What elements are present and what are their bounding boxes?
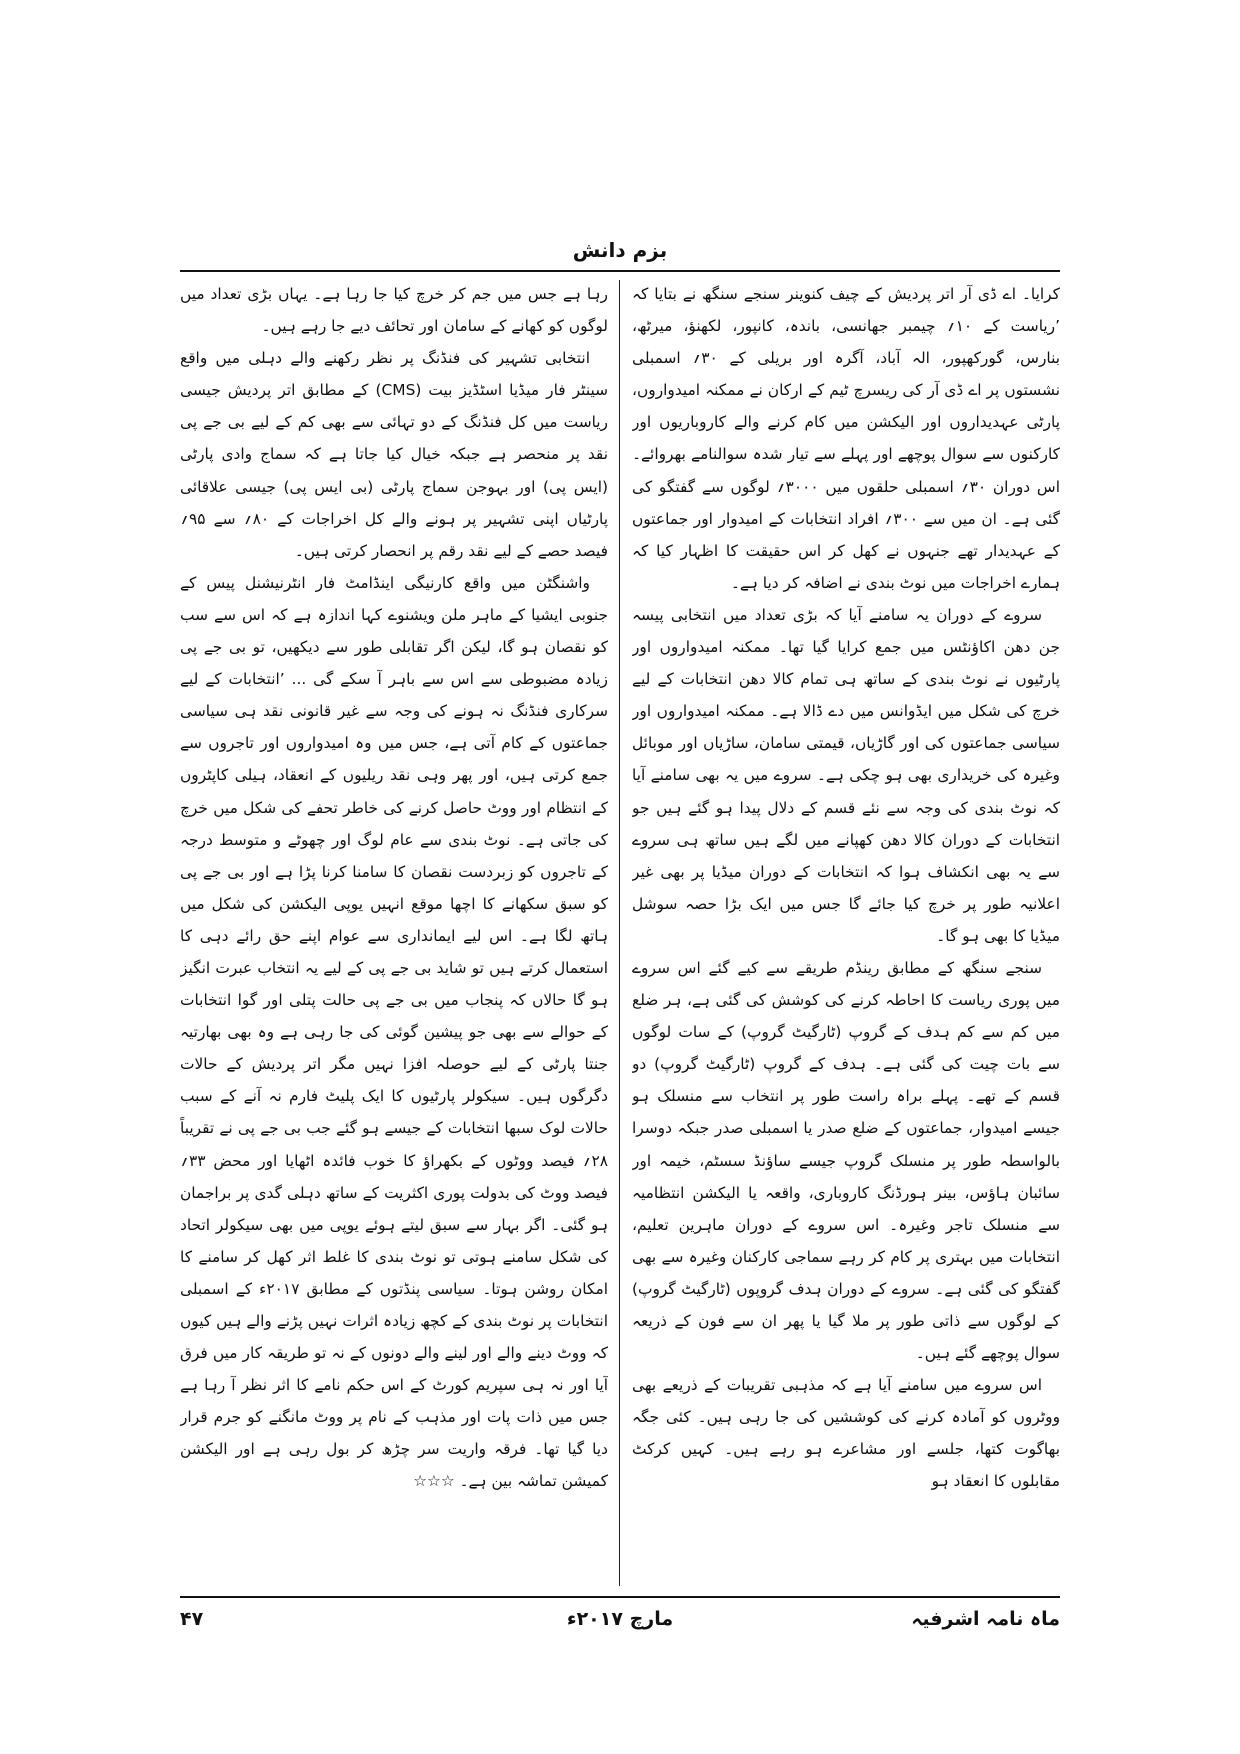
left-paragraph-1: رہا ہے جس میں جم کر خرچ کیا جا رہا ہے۔ یہاں بڑی تعداد میں لوگوں کو کھانے کے سامان اور تحائف دیے جا رہے ہیں۔ bbox=[180, 285, 608, 336]
magazine-name: ماہ نامہ اشرفیہ bbox=[911, 1608, 1060, 1630]
header-rule bbox=[180, 270, 1060, 272]
left-paragraph-3: واشنگٹن میں واقع کارنیگی اینڈامٹ فار انٹرنیشنل پیس کے جنوبی ایشیا کے ماہر ملن ویشنوے کہا اندازہ ہے کہ اس سے سب کو نقصان ہو گا، لیکن اگر تقابلی طور سے دیکھیں، تو بی جے پی زیادہ مضبوطی سے اس سے باہر آ سکے گی ... ’انتخابات کے لیے سرکاری فنڈنگ نہ ہونے کی وجہ سے غیر قانونی نقد ہی سیاسی جماعتوں کے کام آتی ہے، جس میں وہ امیدواروں اور تاجروں سے جمع کرتی ہیں، اور پھر وہی نقد ریلیوں کے انعقاد، ہیلی کاپٹروں کے انتظام اور ووٹ حاصل کرنے کی خاطر تحفے کی شکل میں خرچ کی جاتی ہے۔ نوٹ بندی سے عام لوگ اور چھوٹے و متوسط درجہ کے تاجروں کو زبردست نقصان کا سامنا کرنا پڑا ہے اور بی جے پی کو سبق سکھانے کا اچھا موقع انہیں یوپی الیکشن کی شکل میں ہاتھ لگا ہے۔ اس لیے ایمانداری سے عوام اپنے حق رائے دہی کا استعمال کرتے ہیں تو شاید بی جے پی کے لیے یہ انتخاب عبرت انگیز ہو گا حالاں کہ پنجاب میں بی جے پی حالت پتلی اور گوا انتخابات کے حوالے سے بھی جو پیشین گوئی کی جا رہی ہے وہ بھی بھارتیہ جنتا پارٹی کے لیے حوصلہ افزا نہیں مگر اتر پردیش کے حالات دگرگوں ہیں۔ سیکولر پارٹیوں کا ایک پلیٹ فارم نہ آنے کے سبب حالات لوک سبھا انتخابات کے جیسے ہو گئے جب بی جے پی نے تقریباً ۲۸؍ فیصد ووٹوں کے بکھراؤ کا خوب فائدہ اٹھایا اور محض ۳۳؍ فیصد ووٹ کی بدولت پوری اکثریت کے ساتھ دہلی گدی پر براجمان ہو گئی۔ اگر بہار سے سبق لیتے ہوئے یوپی میں بھی سیکولر اتحاد کی شکل سامنے ہوتی تو نوٹ بندی کا غلط اثر کھل کر سامنے کا امکان روشن ہوتا۔ سیاسی پنڈتوں کے مطابق ۲۰۱۷ء کے اسمبلی انتخابات پر نوٹ بندی کے کچھ زیادہ اثرات نہیں پڑنے والے ہیں کیوں کہ ووٹ دینے والے اور لینے والے دونوں کے نہ تو طریقہ کار میں فرق آیا اور نہ ہی سپریم کورٹ کے اس حکم نامے کا اثر نظر آ رہا ہے جس میں ذات پات اور مذہب کے نام پر ووٹ مانگنے کو جرم قرار دیا گیا تھا۔ فرقہ واریت سر چڑھ کر بول رہی ہے اور الیکشن کمیشن تماشہ بین ہے۔ ☆☆☆ bbox=[180, 573, 608, 1491]
right-paragraph-4: اس سروے میں سامنے آیا ہے کہ مذہبی تقریبات کے ذریعے بھی ووٹروں کو آمادہ کرنے کی کوششیں کی جا رہی ہیں۔ کئی جگہ بھاگوت کتھا، جلسے اور مشاعرے ہو رہے ہیں۔ کہیں کرکٹ مقابلوں کا انعقاد ہو bbox=[632, 1376, 1060, 1491]
left-column bbox=[180, 278, 608, 1590]
right-paragraph-1: کرایا۔ اے ڈی آر اتر پردیش کے چیف کنوینر سنجے سنگھ نے بتایا کہ ’ریاست کے ۱۰؍ چیمبر جھانسی، باندہ، کانپور، لکھنؤ، میرٹھ، بنارس، گورکھپور، الہ آباد، آگرہ اور بریلی کے ۳۰؍ اسمبلی نشستوں پر اے ڈی آر کی ریسرچ ٹیم کے ارکان نے ممکنہ امیدواروں، پارٹی عہدیداروں اور الیکشن میں کام کرنے والے کاروباریوں اور کارکنوں سے سوال پوچھے اور پہلے سے تیار شدہ سوالنامے بھروائے۔ اس دوران ۳۰؍ اسمبلی حلقوں میں ۳۰۰۰؍ لوگوں سے گفتگو کی گئی ہے۔ ان میں سے ۳۰۰؍ افراد انتخابات کے امیدوار اور جماعتوں کے عہدیدار تھے جنہوں نے کھل کر اس حقیقت کا اظہار کیا کہ ہمارے اخراجات میں نوٹ بندی نے اضافہ کر دیا ہے۔ bbox=[632, 285, 1060, 592]
right-paragraph-3: سنجے سنگھ کے مطابق رینڈم طریقے سے کیے گئے اس سروے میں پوری ریاست کا احاطہ کرنے کی کوشش کی گئی ہے، ہر ضلع میں کم سے کم ہدف کے گروپ (ٹارگیٹ گروپ) کے سات لوگوں سے بات چیت کی گئی ہے۔ ہدف کے گروپ (ٹارگیٹ گروپ) دو قسم کے تھے۔ پہلے براہ راست طور پر انتخاب سے منسلک ہو جیسے امیدوار، جماعتوں کے ضلع صدر یا اسمبلی صدر جبکہ دوسرا بالواسطہ طور پر منسلک گروپ جیسے ساؤنڈ سسٹم، خیمہ اور سائبان ہاؤس، بینر ہورڈنگ کاروباری، واقعہ یا الیکشن انتظامیہ سے منسلک تاجر وغیرہ۔ اس سروے کے دوران ماہرین تعلیم، انتخابات میں بہتری پر کام کر رہے سماجی کارکنان وغیرہ سے بھی گفتگو کی گئی ہے۔ سروے کے دوران ہدف گروپوں (ٹارگیٹ گروپ) کے لوگوں سے ذاتی طور پر ملا گیا یا پھر ان سے فون کے ذریعہ سوال پوچھے گئے ہیں۔ bbox=[632, 958, 1060, 1363]
page-header bbox=[180, 238, 1060, 262]
page-number: ۴۷ bbox=[180, 1608, 204, 1630]
section-title: بزم دانش bbox=[572, 238, 668, 262]
page-footer bbox=[180, 1608, 1060, 1638]
issue-date: مارچ ۲۰۱۷ء bbox=[566, 1608, 674, 1630]
right-column bbox=[632, 278, 1060, 1590]
footer-rule bbox=[180, 1596, 1060, 1598]
left-paragraph-2: انتخابی تشہیر کی فنڈنگ پر نظر رکھنے والے دہلی میں واقع سینٹر فار میڈیا اسٹڈیز بیت (CMS) کے مطابق اتر پردیش جیسی ریاست میں کل فنڈنگ کے دو تہائی سے بھی کم کے لیے بی جے پی نقد پر منحصر ہے جبکہ خیال کیا جاتا ہے کہ سماج وادی پارٹی (ایس پی) اور بہوجن سماج پارٹی (بی ایس پی) جیسی علاقائی پارٹیاں اپنی تشہیر پر ہونے والے کل اخراجات کے ۸۰؍ سے ۹۵؍ فیصد حصے کے لیے نقد رقم پر انحصار کرتی ہیں۔ bbox=[180, 349, 608, 560]
right-paragraph-2: سروے کے دوران یہ سامنے آیا کہ بڑی تعداد میں انتخابی پیسہ جن دھن اکاؤنٹس میں جمع کرایا گیا تھا۔ ممکنہ امیدواروں اور پارٹیوں نے نوٹ بندی کے ساتھ ہی تمام کالا دھن انتخابات کے لیے خرچ کی شکل میں ایڈوانس میں دے ڈالا ہے۔ ممکنہ امیدواروں اور سیاسی جماعتوں کی اور گاڑیاں، قیمتی سامان، ساڑیاں اور موبائل وغیرہ کی خریداری بھی ہو چکی ہے۔ سروے میں یہ بھی سامنے آیا کہ نوٹ بندی کی وجہ سے نئے قسم کے دلال پیدا ہو گئے ہیں جو انتخابات کے دوران کالا دھن کھپانے میں لگے ہیں ساتھ ہی سروے سے یہ بھی انکشاف ہوا کہ انتخابات کے دوران میڈیا پر بھی غیر اعلانیہ طور پر خرچ کیا جائے گا جس میں ایک بڑا حصہ سوشل میڈیا کا بھی ہو گا۔ bbox=[632, 605, 1060, 945]
column-divider bbox=[619, 280, 620, 1586]
